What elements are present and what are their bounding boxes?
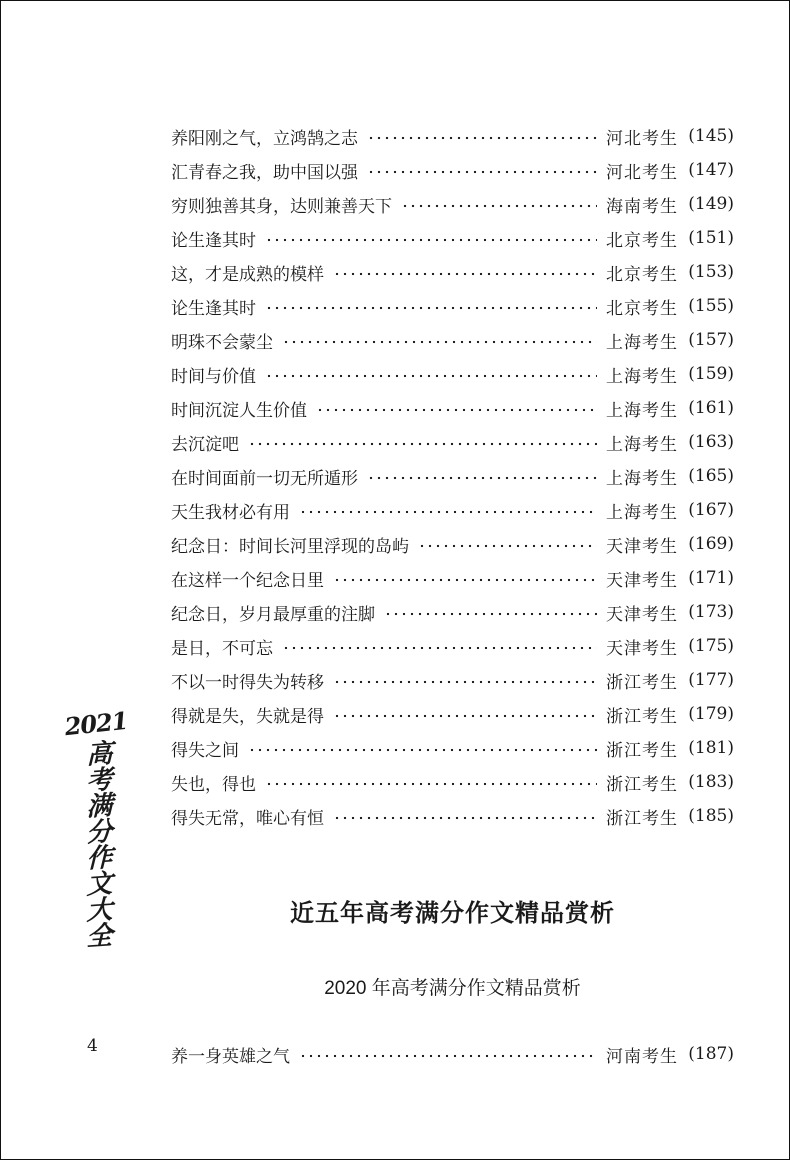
dot-leader — [265, 373, 597, 379]
toc-entry-page: (173) — [688, 602, 734, 622]
page-number: 4 — [87, 1036, 98, 1056]
toc-entry-page: (169) — [688, 534, 734, 554]
toc-entry-title: 时间沉淀人生价值 — [171, 400, 307, 421]
toc-entry-title: 明珠不会蒙尘 — [171, 332, 273, 353]
dot-leader — [333, 713, 597, 719]
toc-entry-title: 天生我材必有用 — [171, 502, 290, 523]
toc-entry[interactable] — [171, 765, 734, 799]
toc-entry-page: (177) — [688, 670, 734, 690]
toc-entry-author: 天津考生 — [606, 570, 678, 591]
toc-entry-author: 天津考生 — [606, 638, 678, 659]
toc-entry-title: 去沉淀吧 — [171, 434, 239, 455]
toc-entry[interactable] — [171, 527, 734, 561]
toc-entry[interactable] — [171, 493, 734, 527]
toc-entry-page: (183) — [688, 772, 734, 792]
toc-entry-author: 河北考生 — [606, 162, 678, 183]
toc-entry-author: 北京考生 — [606, 230, 678, 251]
toc-entry-title: 时间与价值 — [171, 366, 256, 387]
toc-entry[interactable] — [171, 323, 734, 357]
toc-entry-page: (167) — [688, 500, 734, 520]
toc-entry-title: 穷则独善其身，达则兼善天下 — [171, 196, 392, 217]
toc-entry-page: (159) — [688, 364, 734, 384]
subsection-heading: 2020 年高考满分作文精品赏析 — [324, 978, 581, 999]
toc-entry[interactable] — [171, 799, 734, 833]
toc-entry-author: 北京考生 — [606, 264, 678, 285]
toc-entry-page: (181) — [688, 738, 734, 758]
toc-entry-page: (185) — [688, 806, 734, 826]
dot-leader — [333, 815, 597, 821]
toc-entry[interactable] — [171, 187, 734, 221]
dot-leader — [367, 169, 597, 175]
dot-leader — [282, 645, 597, 651]
toc-entry[interactable] — [171, 255, 734, 289]
dot-leader — [299, 509, 597, 515]
toc-entry-title: 在时间面前一切无所遁形 — [171, 468, 358, 489]
toc-entry-author: 上海考生 — [606, 502, 678, 523]
dot-leader — [384, 611, 597, 617]
dot-leader — [333, 271, 597, 277]
dot-leader — [367, 475, 597, 481]
toc-entry[interactable] — [171, 425, 734, 459]
toc-entry-author: 上海考生 — [606, 400, 678, 421]
toc-entry[interactable] — [171, 561, 734, 595]
table-of-contents — [171, 119, 734, 833]
section-heading: 近五年高考满分作文精品赏析 — [290, 899, 615, 927]
toc-entry[interactable] — [171, 1037, 734, 1071]
toc-entry-page: (171) — [688, 568, 734, 588]
toc-entry[interactable] — [171, 459, 734, 493]
book-title-year: 2021 — [63, 705, 129, 742]
dot-leader — [418, 543, 597, 549]
book-title-calligraphy — [63, 705, 129, 950]
toc-entry-author: 上海考生 — [606, 366, 678, 387]
toc-entry-title: 得失之间 — [171, 740, 239, 761]
toc-entry[interactable] — [171, 663, 734, 697]
toc-entry-title: 得失无常，唯心有恒 — [171, 808, 324, 829]
toc-entry-page: (157) — [688, 330, 734, 350]
toc-entry-page: (163) — [688, 432, 734, 452]
toc-entry-page: (179) — [688, 704, 734, 724]
dot-leader — [282, 339, 597, 345]
book-title-text: 高考满分作文大全 — [81, 738, 112, 950]
toc-entry[interactable] — [171, 289, 734, 323]
toc-entry-page: (153) — [688, 262, 734, 282]
dot-leader — [248, 441, 597, 447]
toc-entry[interactable] — [171, 119, 734, 153]
dot-leader — [265, 781, 597, 787]
toc-entry-author: 上海考生 — [606, 468, 678, 489]
dot-leader — [367, 135, 597, 141]
toc-entry-page: (147) — [688, 160, 734, 180]
dot-leader — [265, 237, 597, 243]
toc-entry-author: 海南考生 — [606, 196, 678, 217]
dot-leader — [333, 679, 597, 685]
dot-leader — [265, 305, 597, 311]
toc-entry[interactable] — [171, 221, 734, 255]
toc-entry-page: (155) — [688, 296, 734, 316]
dot-leader — [333, 577, 597, 583]
toc-entry-page: (187) — [688, 1044, 734, 1064]
toc-entry[interactable] — [171, 391, 734, 425]
toc-entry[interactable] — [171, 629, 734, 663]
toc-entry-title: 养一身英雄之气 — [171, 1046, 290, 1067]
toc-entry[interactable] — [171, 731, 734, 765]
toc-entry-page: (161) — [688, 398, 734, 418]
toc-entry-author: 北京考生 — [606, 298, 678, 319]
toc-entry-title: 养阳刚之气，立鸿鹄之志 — [171, 128, 358, 149]
toc-entry-title: 汇青春之我，助中国以强 — [171, 162, 358, 183]
dot-leader — [248, 747, 597, 753]
dot-leader — [316, 407, 597, 413]
toc-entry-author: 河北考生 — [606, 128, 678, 149]
toc-entry-title: 这，才是成熟的模样 — [171, 264, 324, 285]
toc-entry-page: (165) — [688, 466, 734, 486]
toc-entry-author: 浙江考生 — [606, 706, 678, 727]
toc-entry-page: (175) — [688, 636, 734, 656]
toc-entry-author: 天津考生 — [606, 604, 678, 625]
dot-leader — [401, 203, 597, 209]
toc-entry-author: 浙江考生 — [606, 740, 678, 761]
toc-entry-author: 河南考生 — [606, 1046, 678, 1067]
toc-entry[interactable] — [171, 153, 734, 187]
toc-entry-author: 浙江考生 — [606, 672, 678, 693]
toc-entry-page: (145) — [688, 126, 734, 146]
toc-entry-page: (151) — [688, 228, 734, 248]
toc-entry-title: 是日，不可忘 — [171, 638, 273, 659]
toc-entry-title: 在这样一个纪念日里 — [171, 570, 324, 591]
toc-entry[interactable] — [171, 595, 734, 629]
toc-entry-page: (149) — [688, 194, 734, 214]
toc-entry-author: 浙江考生 — [606, 808, 678, 829]
toc-entry-title: 论生逢其时 — [171, 230, 256, 251]
dot-leader — [299, 1053, 597, 1059]
toc-entry-author: 天津考生 — [606, 536, 678, 557]
toc-entry-title: 纪念日：时间长河里浮现的岛屿 — [171, 536, 409, 557]
toc-entry-title: 纪念日，岁月最厚重的注脚 — [171, 604, 375, 625]
toc-entry-author: 上海考生 — [606, 434, 678, 455]
toc-entry-title: 得就是失，失就是得 — [171, 706, 324, 727]
toc-entry-author: 上海考生 — [606, 332, 678, 353]
toc-entry-title: 失也，得也 — [171, 774, 256, 795]
toc-entry-title: 论生逢其时 — [171, 298, 256, 319]
toc-entry-author: 浙江考生 — [606, 774, 678, 795]
toc-entry-title: 不以一时得失为转移 — [171, 672, 324, 693]
toc-entry[interactable] — [171, 697, 734, 731]
toc-entry[interactable] — [171, 357, 734, 391]
table-of-contents-continued — [171, 1037, 734, 1071]
